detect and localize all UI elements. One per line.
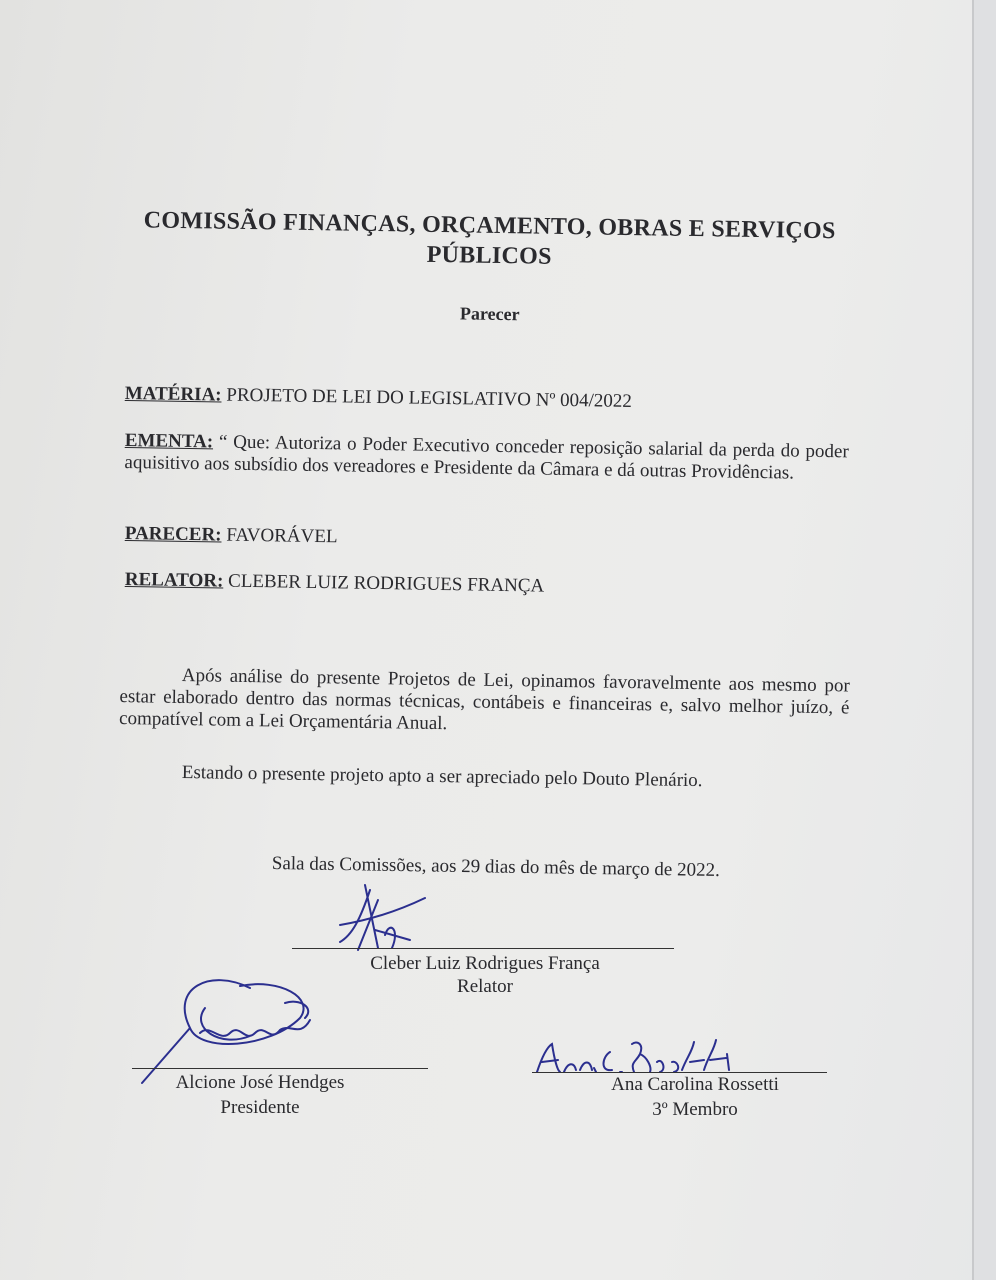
relator-name: Cleber Luiz Rodrigues França [370,953,600,974]
relator-role: Relator [457,976,513,997]
body-paragraph-2: Estando o presente projeto apto a ser apreciado pelo Douto Plenário. [181,761,703,792]
parecer-label: PARECER: [124,523,222,546]
relator-label: RELATOR: [124,569,224,592]
relator-value: CLEBER LUIZ RODRIGUES FRANÇA [227,570,545,597]
relator-signature [330,880,440,955]
president-role: Presidente [220,1097,300,1118]
body-paragraph: Após análise do presente Projetos de Lei, opinamos favoravelmente aos mesmo por estar elaborado dentro das normas técnicas, contábeis e financeiras e, salvo melhor juízo, é compatível com a Lei Orçamentária Anual. [118,664,850,735]
document-subtitle: Parecer [459,303,520,325]
parecer-value: FAVORÁVEL [226,524,338,548]
materia-label: MATÉRIA: [124,383,222,406]
ementa-label: EMENTA: [124,430,214,453]
materia-value: PROJETO DE LEI DO LEGISLATIVO Nº 004/2022 [226,384,633,412]
member-name: Ana Carolina Rossetti [611,1074,779,1095]
member-signature-line [532,1072,827,1073]
background-sheet [974,0,996,1280]
relator-signature-line [292,948,674,949]
ementa-value: “ Que: Autoriza o Poder Executivo conceder reposição salarial da perda do poder aquisitivo aos subsídio dos vereadores e Presidente da Câmara e dá outras Providências. [124,431,849,484]
closing-line: Sala das Comissões, aos 29 dias do mês de março de 2022. [271,853,720,882]
president-name: Alcione José Hendges [175,1072,345,1093]
member-role: 3º Membro [652,1099,738,1120]
document-title: COMISSÃO FINANÇAS, ORÇAMENTO, OBRAS E SERVIÇOS PÚBLICOS [143,207,836,270]
president-signature-line [132,1068,428,1069]
